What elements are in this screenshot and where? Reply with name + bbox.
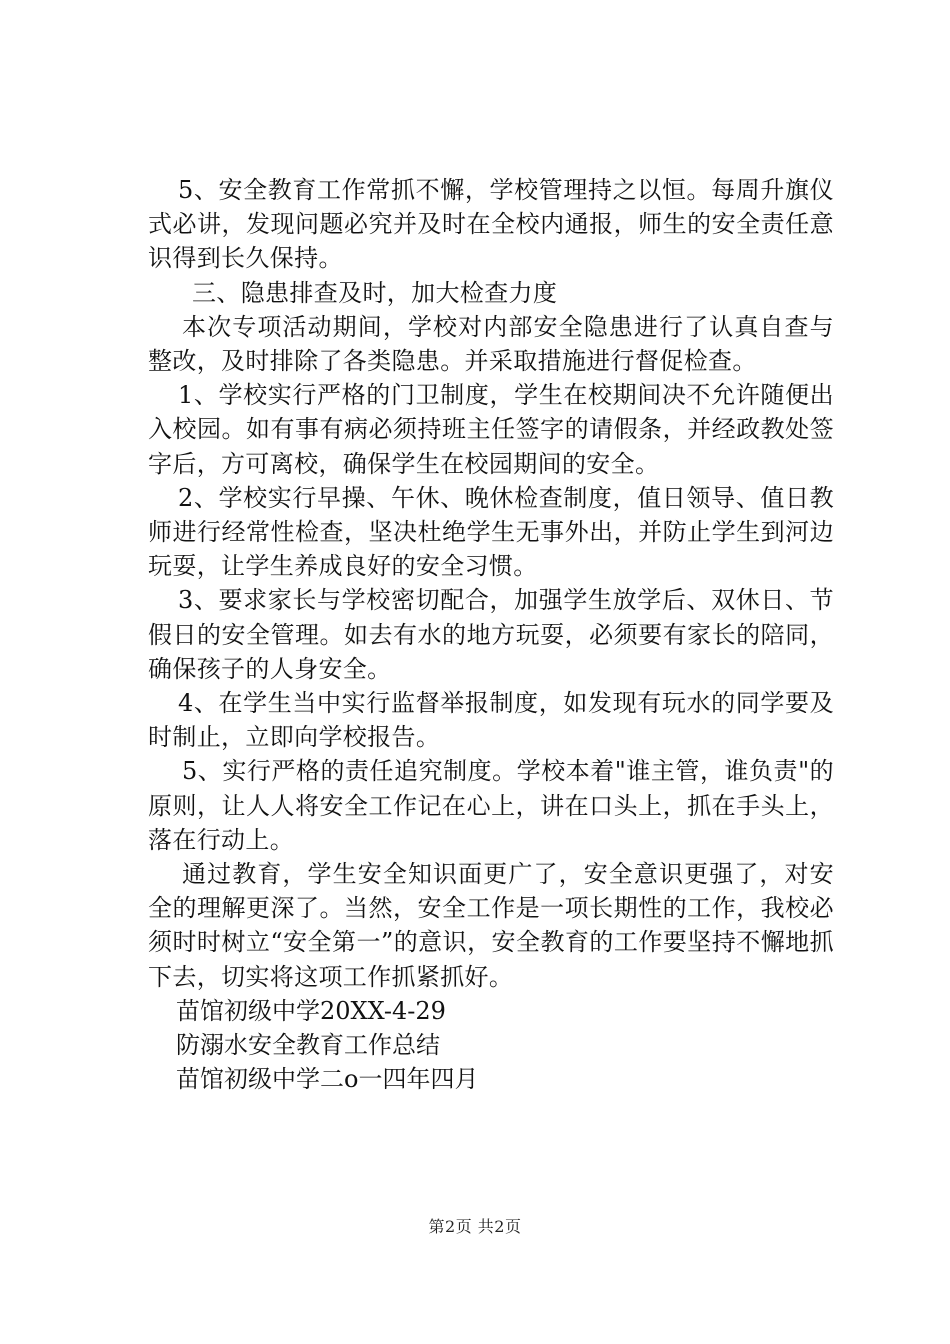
signature-line-date: 苗馆初级中学20XX-4-29 <box>176 996 446 1025</box>
paragraph-safety-education-persistence: 5、安全教育工作常抓不懈，学校管理持之以恒。每周升旗仪式必讲，发现问题必究并及时在全校内通报，师生的安全责任意识得到长久保持。 <box>148 176 834 273</box>
paragraph-special-activity: 本次专项活动期间，学校对内部安全隐患进行了认真自查与整改，及时排除了各类隐患。并采取措施进行督促检查。 <box>148 312 834 376</box>
signature-line-title: 防溺水安全教育工作总结 <box>176 1031 440 1060</box>
paragraph-conclusion: 通过教育，学生安全知识面更广了，安全意识更强了，对安全的理解更深了。当然，安全工作是一项长期性的工作，我校必须时时树立“安全第一”的意识，安全教育的工作要坚持不懈地抓下去，切实将这项工作抓紧抓好。 <box>148 860 834 991</box>
paragraph-reporting-system: 4、在学生当中实行监督举报制度，如发现有玩水的同学要及时制止，立即向学校报告。 <box>148 689 834 752</box>
paragraph-gatekeeper-system: 1、学校实行严格的门卫制度，学生在校期间决不允许随便出入校园。如有事有病必须持班主任签字的请假条，并经政教处签字后，方可离校，确保学生在校园期间的安全。 <box>148 381 834 478</box>
page-number-footer: 第2页 共2页 <box>428 1217 522 1236</box>
signature-line-school-date: 苗馆初级中学二o一四年四月 <box>176 1065 479 1094</box>
document-body <box>148 173 834 1096</box>
paragraph-inspection-system: 2、学校实行早操、午休、晚休检查制度，值日领导、值日教师进行经常性检查，坚决杜绝学生无事外出，并防止学生到河边玩耍，让学生养成良好的安全习惯。 <box>148 483 834 581</box>
paragraph-accountability-system: 5、实行严格的责任追究制度。学校本着"谁主管，谁负责"的原则，让人人将安全工作记在心上，讲在口头上，抓在手头上，落在行动上。 <box>148 757 834 854</box>
paragraph-parent-cooperation: 3、要求家长与学校密切配合，加强学生放学后、双休日、节假日的安全管理。如去有水的地方玩耍，必须要有家长的陪同，确保孩子的人身安全。 <box>148 586 834 683</box>
section-heading-hazard-inspection: 三、隐患排查及时，加大检查力度 <box>192 278 558 307</box>
